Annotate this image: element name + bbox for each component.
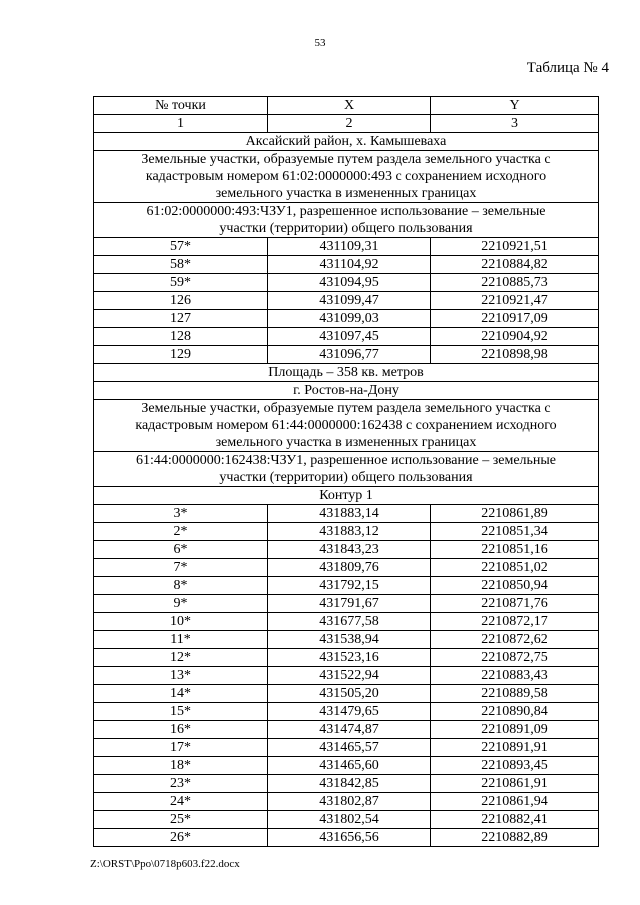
header-row — [94, 97, 599, 115]
x-cell: 431097,45 — [268, 328, 431, 346]
x-cell: 431104,92 — [268, 256, 431, 274]
x-cell: 431505,20 — [268, 685, 431, 703]
column-number-row — [94, 115, 599, 133]
x-cell: 431842,85 — [268, 775, 431, 793]
table-row — [94, 703, 599, 721]
table-row — [94, 505, 599, 523]
coordinates-table — [93, 96, 599, 847]
point-cell: 7* — [94, 559, 268, 577]
section-parcel-row — [94, 203, 599, 238]
point-cell: 26* — [94, 829, 268, 847]
x-cell: 431677,58 — [268, 613, 431, 631]
table-row — [94, 721, 599, 739]
y-cell: 2210898,98 — [431, 346, 599, 364]
section2-location-row — [94, 382, 599, 400]
y-cell: 2210904,92 — [431, 328, 599, 346]
section1-location: Аксайский район, х. Камышеваха — [94, 133, 599, 151]
x-cell: 431465,57 — [268, 739, 431, 757]
y-cell: 2210871,76 — [431, 595, 599, 613]
section1-description: Земельные участки, образуемые путем раздела земельного участка с кадастровым номером 61:02:0000000:493 с сохранением исходного земельного участка в измененных границах — [94, 151, 599, 203]
x-cell: 431465,60 — [268, 757, 431, 775]
x-cell: 431099,03 — [268, 310, 431, 328]
y-cell: 2210921,51 — [431, 238, 599, 256]
point-cell: 15* — [94, 703, 268, 721]
x-cell: 431809,76 — [268, 559, 431, 577]
y-cell: 2210891,09 — [431, 721, 599, 739]
point-cell: 128 — [94, 328, 268, 346]
table-row — [94, 775, 599, 793]
point-cell: 25* — [94, 811, 268, 829]
x-cell: 431802,87 — [268, 793, 431, 811]
y-cell: 2210891,91 — [431, 739, 599, 757]
x-cell: 431656,56 — [268, 829, 431, 847]
y-cell: 2210872,62 — [431, 631, 599, 649]
point-cell: 24* — [94, 793, 268, 811]
table-row — [94, 328, 599, 346]
column-number: 3 — [431, 115, 599, 133]
section1-parcel: 61:02:0000000:493:ЧЗУ1, разрешенное использование – земельные участки (территории) общего пользования — [94, 203, 599, 238]
x-cell: 431523,16 — [268, 649, 431, 667]
section2-parcel: 61:44:0000000:162438:ЧЗУ1, разрешенное использование – земельные участки (территории) общего пользования — [94, 452, 599, 487]
y-cell: 2210890,84 — [431, 703, 599, 721]
point-cell: 9* — [94, 595, 268, 613]
y-cell: 2210872,17 — [431, 613, 599, 631]
point-cell: 13* — [94, 667, 268, 685]
section2-contour: Контур 1 — [94, 487, 599, 505]
point-cell: 6* — [94, 541, 268, 559]
y-cell: 2210882,41 — [431, 811, 599, 829]
point-cell: 126 — [94, 292, 268, 310]
table-row — [94, 577, 599, 595]
page-number: 53 — [314, 37, 326, 49]
point-cell: 129 — [94, 346, 268, 364]
header-x: X — [268, 97, 431, 115]
header-y: Y — [431, 97, 599, 115]
x-cell: 431094,95 — [268, 274, 431, 292]
table-row — [94, 793, 599, 811]
y-cell: 2210861,89 — [431, 505, 599, 523]
table-row — [94, 667, 599, 685]
x-cell: 431474,87 — [268, 721, 431, 739]
y-cell: 2210883,43 — [431, 667, 599, 685]
table-row — [94, 346, 599, 364]
table-caption: Таблица № 4 — [526, 60, 609, 76]
point-cell: 3* — [94, 505, 268, 523]
point-cell: 23* — [94, 775, 268, 793]
point-cell: 17* — [94, 739, 268, 757]
table-row — [94, 541, 599, 559]
footer-file-path: Z:\ORST\Ppo\0718p603.f22.docx — [90, 858, 240, 870]
y-cell: 2210851,34 — [431, 523, 599, 541]
x-cell: 431099,47 — [268, 292, 431, 310]
table-row — [94, 274, 599, 292]
point-cell: 58* — [94, 256, 268, 274]
point-cell: 2* — [94, 523, 268, 541]
table-row — [94, 238, 599, 256]
table-row — [94, 685, 599, 703]
x-cell: 431791,67 — [268, 595, 431, 613]
table-row — [94, 811, 599, 829]
table-row — [94, 292, 599, 310]
section2-description: Земельные участки, образуемые путем раздела земельного участка с кадастровым номером 61:44:0000000:162438 с сохранением исходного земельного участка в измененных границах — [94, 400, 599, 452]
table-row — [94, 595, 599, 613]
point-cell: 18* — [94, 757, 268, 775]
y-cell: 2210885,73 — [431, 274, 599, 292]
section2-parcel-row — [94, 452, 599, 487]
point-cell: 12* — [94, 649, 268, 667]
point-cell: 14* — [94, 685, 268, 703]
x-cell: 431883,14 — [268, 505, 431, 523]
point-cell: 57* — [94, 238, 268, 256]
column-number: 1 — [94, 115, 268, 133]
x-cell: 431522,94 — [268, 667, 431, 685]
point-cell: 16* — [94, 721, 268, 739]
x-cell: 431843,23 — [268, 541, 431, 559]
section2-location: г. Ростов-на-Дону — [94, 382, 599, 400]
point-cell: 59* — [94, 274, 268, 292]
table-row — [94, 631, 599, 649]
y-cell: 2210882,89 — [431, 829, 599, 847]
x-cell: 431479,65 — [268, 703, 431, 721]
x-cell: 431792,15 — [268, 577, 431, 595]
y-cell: 2210872,75 — [431, 649, 599, 667]
x-cell: 431096,77 — [268, 346, 431, 364]
x-cell: 431883,12 — [268, 523, 431, 541]
y-cell: 2210850,94 — [431, 577, 599, 595]
table-row — [94, 829, 599, 847]
y-cell: 2210884,82 — [431, 256, 599, 274]
x-cell: 431802,54 — [268, 811, 431, 829]
section-description-row — [94, 151, 599, 203]
table-row — [94, 649, 599, 667]
section2-contour-row — [94, 487, 599, 505]
point-cell: 11* — [94, 631, 268, 649]
y-cell: 2210893,45 — [431, 757, 599, 775]
section-location-row — [94, 133, 599, 151]
table-row — [94, 739, 599, 757]
point-cell: 127 — [94, 310, 268, 328]
y-cell: 2210851,02 — [431, 559, 599, 577]
x-cell: 431109,31 — [268, 238, 431, 256]
section2-description-row — [94, 400, 599, 452]
point-cell: 10* — [94, 613, 268, 631]
table-row — [94, 310, 599, 328]
y-cell: 2210889,58 — [431, 685, 599, 703]
table-row — [94, 613, 599, 631]
table-row — [94, 559, 599, 577]
y-cell: 2210861,94 — [431, 793, 599, 811]
y-cell: 2210861,91 — [431, 775, 599, 793]
table-row — [94, 256, 599, 274]
section1-area: Площадь – 358 кв. метров — [94, 364, 599, 382]
section1-area-row — [94, 364, 599, 382]
y-cell: 2210917,09 — [431, 310, 599, 328]
point-cell: 8* — [94, 577, 268, 595]
table-row — [94, 757, 599, 775]
column-number: 2 — [268, 115, 431, 133]
header-point: № точки — [94, 97, 268, 115]
y-cell: 2210851,16 — [431, 541, 599, 559]
y-cell: 2210921,47 — [431, 292, 599, 310]
x-cell: 431538,94 — [268, 631, 431, 649]
table-row — [94, 523, 599, 541]
